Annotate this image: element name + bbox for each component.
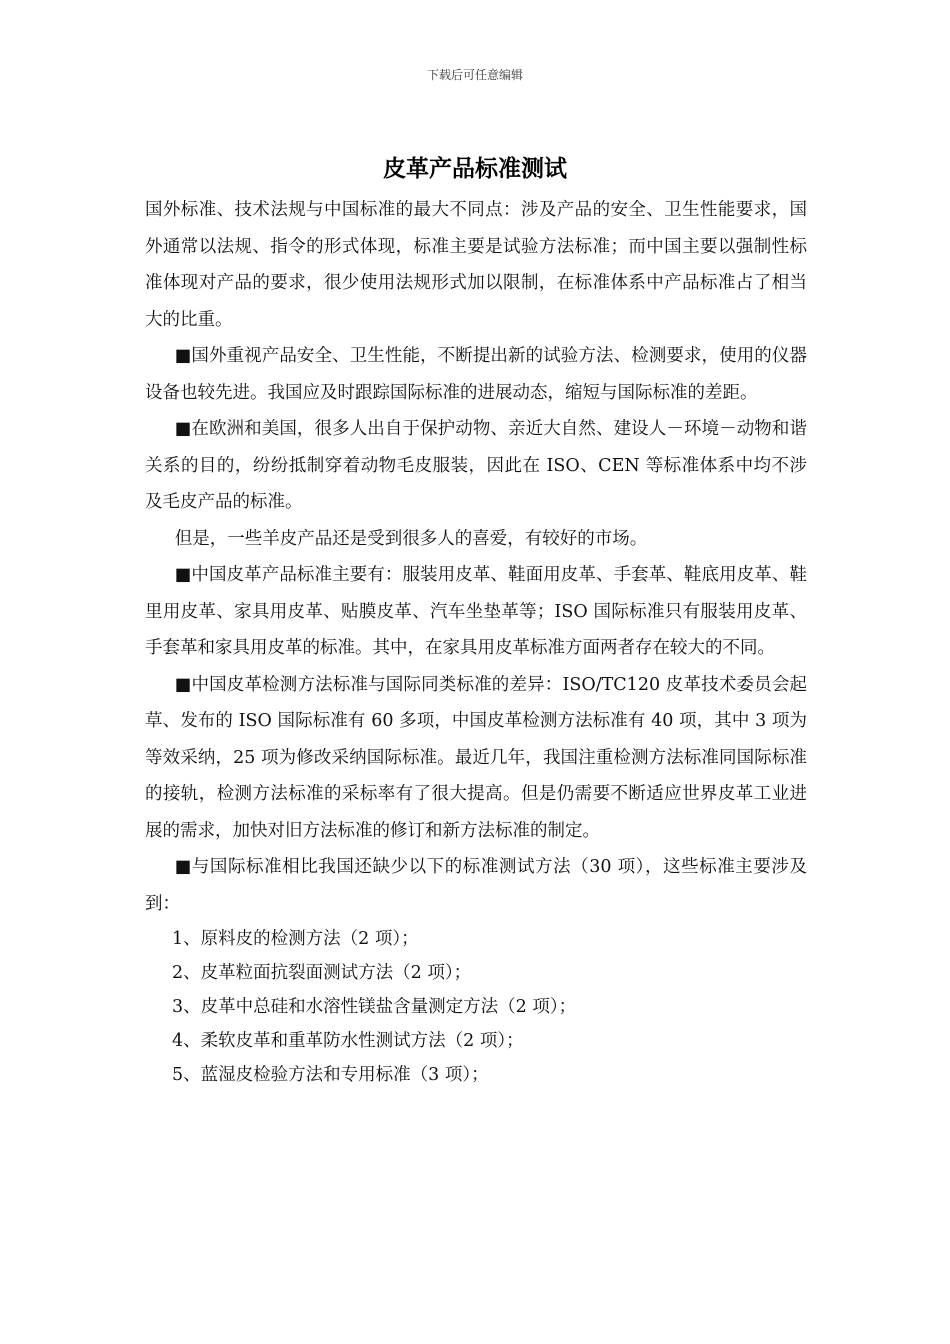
paragraph-safety: ■国外重视产品安全、卫生性能，不断提出新的试验方法、检测要求，使用的仪器设备也较先进。我国应及时跟踪国际标准的进展动态，缩短与国际标准的差距。 <box>145 346 807 403</box>
list-item: 1、原料皮的检测方法（2 项）； <box>172 929 419 949</box>
paragraph-product-standards: ■中国皮革产品标准主要有：服装用皮革、鞋面用皮革、手套革、鞋底用皮革、鞋里用皮革、家具用皮革、贴膜皮革、汽车坐垫革等；ISO 国际标准只有服装用皮革、手套革和家具用皮革的标准。其中，在家具用皮革标准方面两者存在较大的不同。 <box>145 565 807 658</box>
header-note: 下载后可任意编辑 <box>426 68 523 82</box>
list-item: 4、柔软皮革和重革防水性测试方法（2 项）； <box>172 1031 524 1051</box>
paragraph-sheepskin: 但是，一些羊皮产品还是受到很多人的喜爱，有较好的市场。 <box>174 528 648 549</box>
list-item: 2、皮革粒面抗裂面测试方法（2 项）； <box>172 963 472 983</box>
paragraph-missing-methods: ■与国际标准相比我国还缺少以下的标准测试方法（30 项），这些标准主要涉及到： <box>145 857 807 914</box>
list-item: 3、皮革中总硅和水溶性镁盐含量测定方法（2 项）； <box>172 997 577 1017</box>
page-title: 皮革产品标准测试 <box>383 156 567 182</box>
paragraph-fur: ■在欧洲和美国，很多人出自于保护动物、亲近大自然、建设人－环境－动物和谐关系的目的，纷纷抵制穿着动物毛皮服装，因此在 ISO、CEN 等标准体系中均不涉及毛皮产品的标准。 <box>145 419 807 512</box>
missing-methods-list <box>145 922 807 1092</box>
document-body <box>145 192 807 1092</box>
list-item: 5、蓝湿皮检验方法和专用标准（3 项）； <box>172 1065 489 1085</box>
paragraph-test-methods: ■中国皮革检测方法标准与国际同类标准的差异：ISO/TC120 皮革技术委员会起草、发布的 ISO 国际标准有 60 多项，中国皮革检测方法标准有 40 项，其中 3 项为等效采纳，25 项为修改采纳国际标准。最近几年，我国注重检测方法标准同国际标准的接轨，检测方法标准的采标率有了很大提高。但是仍需要不断适应世界皮革工业进展的需求，加快对旧方法标准的修订和新方法标准的制定。 <box>145 674 807 841</box>
paragraph-intro: 国外标准、技术法规与中国标准的最大不同点：涉及产品的安全、卫生性能要求，国外通常以法规、指令的形式体现，标准主要是试验方法标准；而中国主要以强制性标准体现对产品的要求，很少使用法规形式加以限制，在标准体系中产品标准占了相当大的比重。 <box>145 200 807 330</box>
